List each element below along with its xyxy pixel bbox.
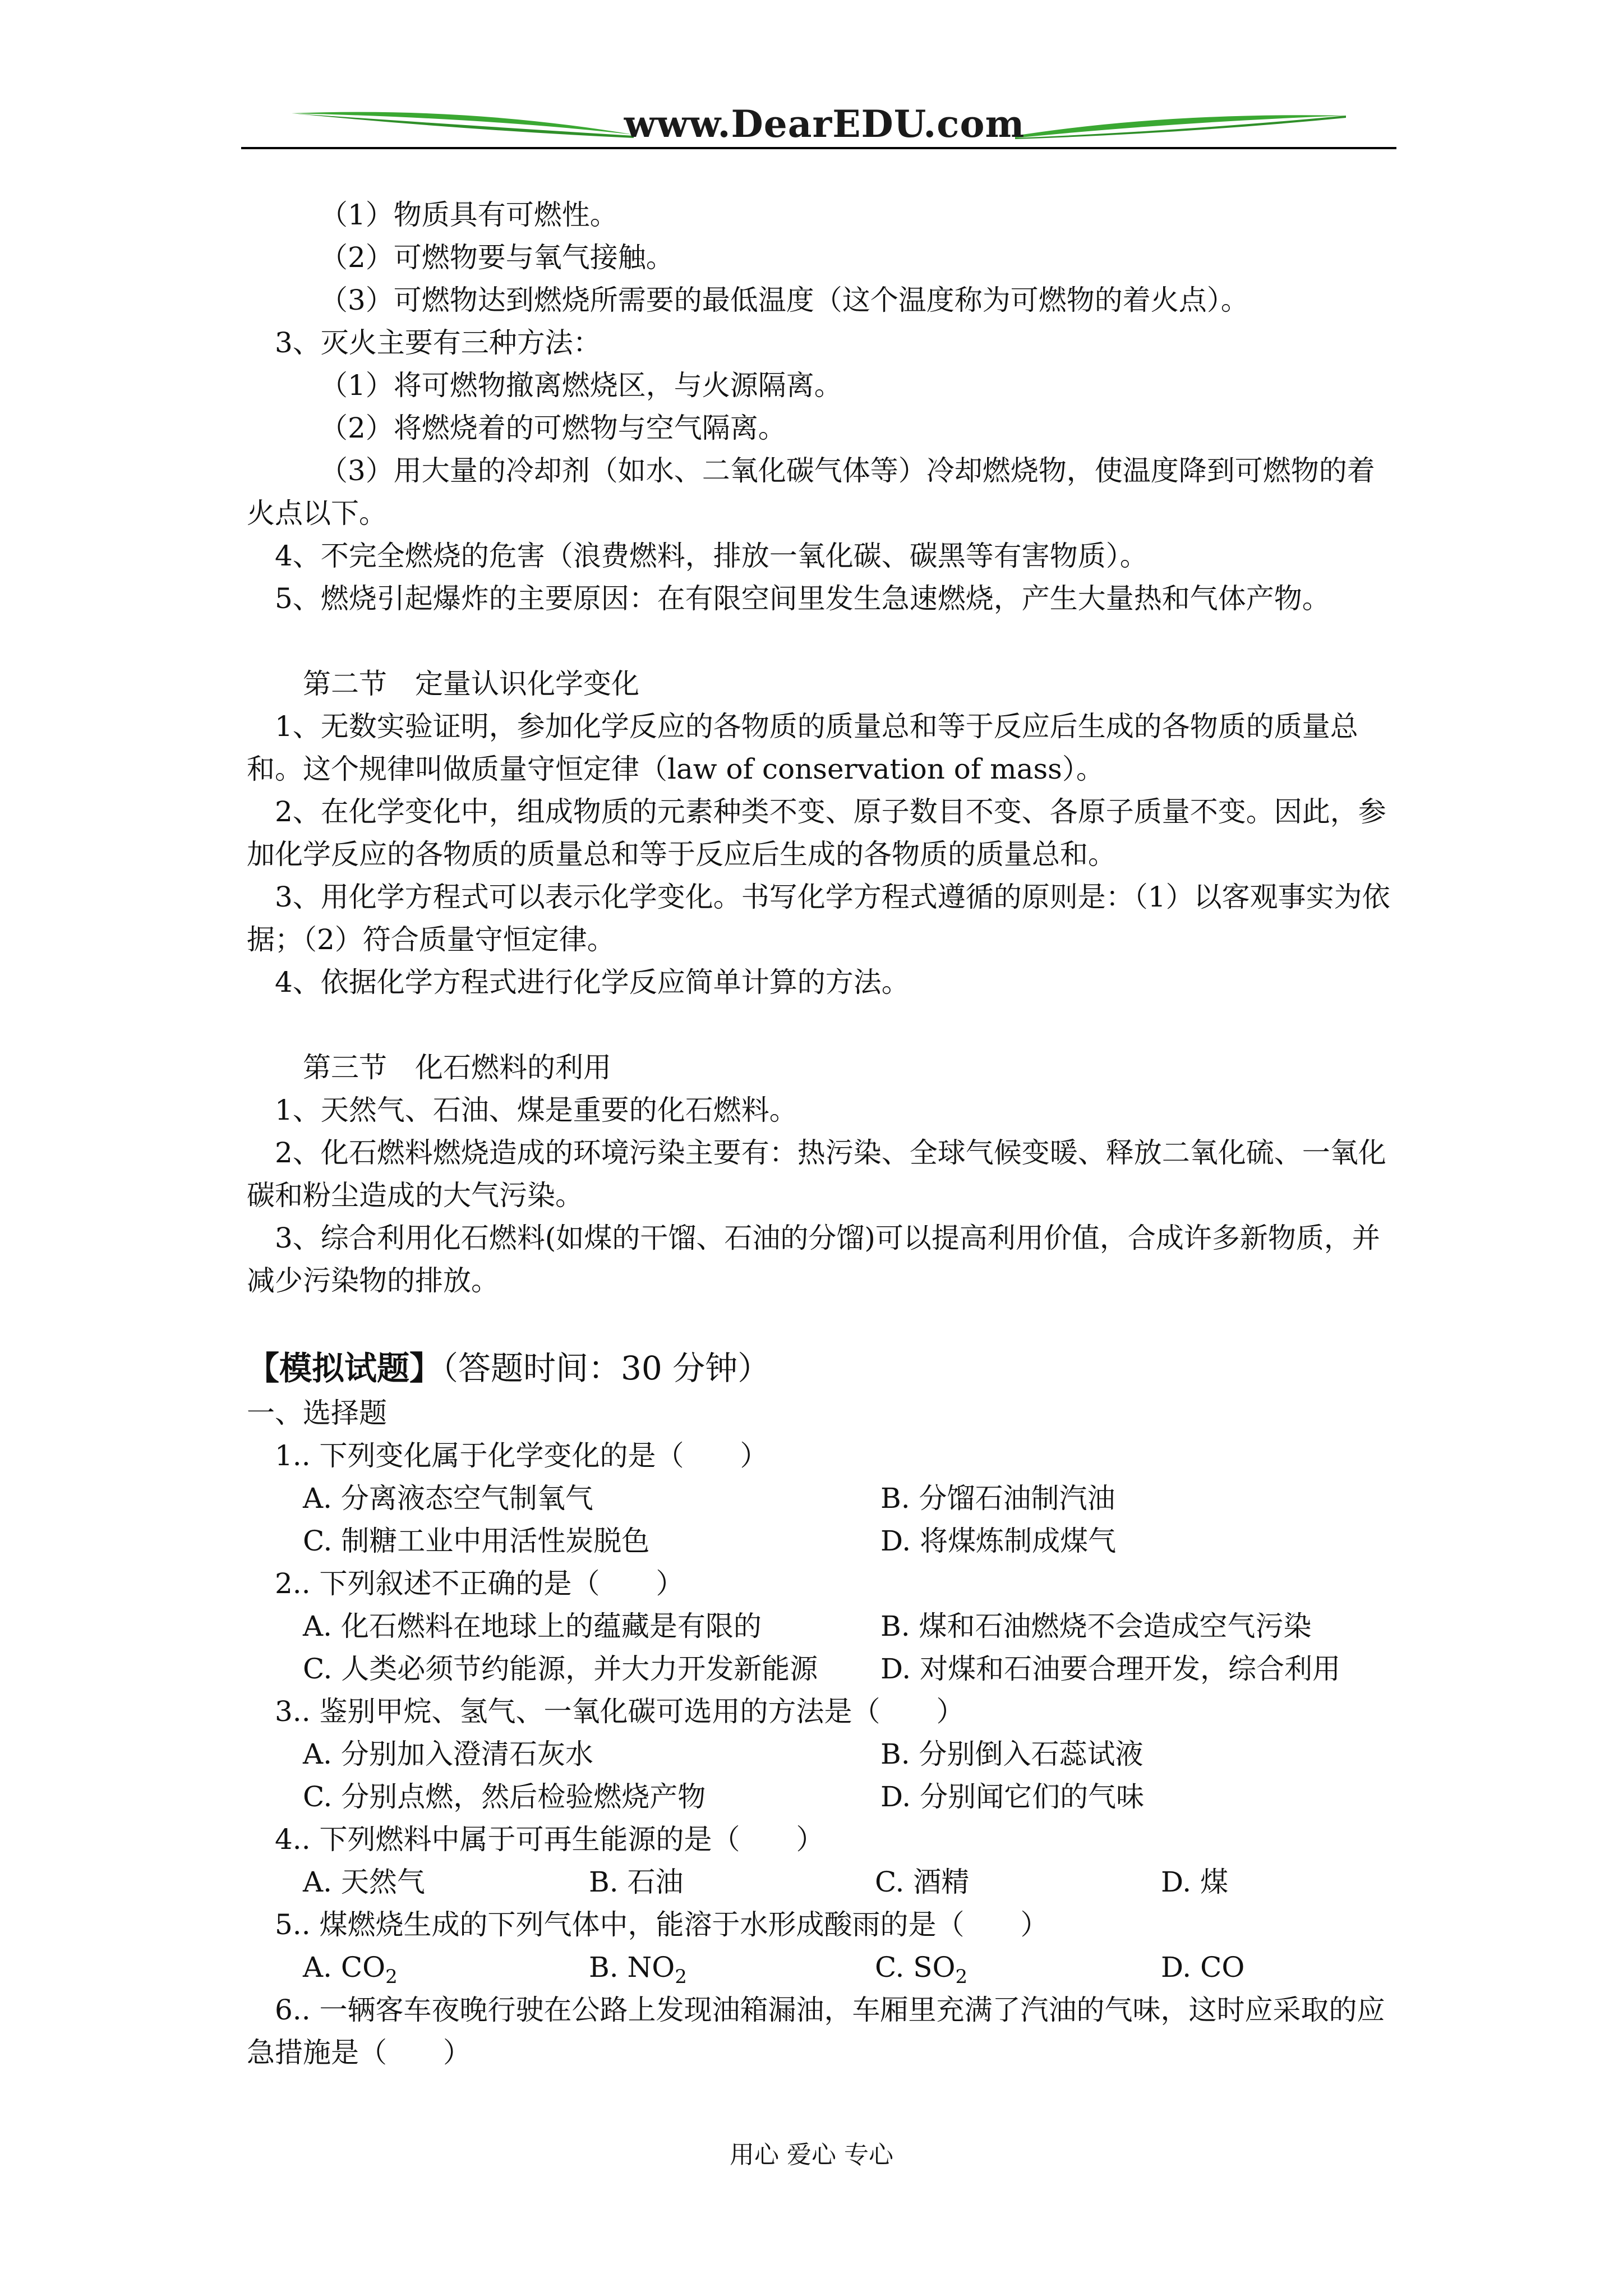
q4-option-c: C. 酒精	[875, 1866, 970, 1898]
q4-option-a: A. 天然气	[303, 1866, 425, 1898]
section-2-item-1: 1、无数实验证明，参加化学反应的各物质的质量总和等于反应后生成的各物质的质量总和。这个规律叫做质量守恒定律（law of conservation of mass）。	[247, 710, 1358, 785]
q5-option-a-text: A. CO	[303, 1951, 386, 1984]
q5-option-d: D. CO	[1161, 1951, 1245, 1984]
q3-option-d: D. 分别闻它们的气味	[880, 1780, 1145, 1813]
item-5: 5、燃烧引起爆炸的主要原因：在有限空间里发生急速燃烧，产生大量热和气体产物。	[275, 582, 1330, 615]
section-3-item-1: 1、天然气、石油、煤是重要的化石燃料。	[275, 1094, 797, 1126]
question-2: 2.. 下列叙述不正确的是（ ）	[275, 1567, 684, 1600]
q1-option-a: A. 分离液态空气制氧气	[303, 1482, 593, 1515]
exam-heading	[247, 1345, 1391, 1392]
condition-2: （2）可燃物要与氧气接触。	[320, 241, 674, 274]
section-2-item-2: 2、在化学变化中，组成物质的元素种类不变、原子数目不变、各原子质量不变。因此，参加化学反应的各物质的质量总和等于反应后生成的各物质的质量总和。	[247, 795, 1386, 871]
question-1: 1.. 下列变化属于化学变化的是（ ）	[275, 1439, 768, 1472]
condition-3: （3）可燃物达到燃烧所需要的最低温度（这个温度称为可燃物的着火点）。	[320, 284, 1249, 316]
section-2-item-3: 3、用化学方程式可以表示化学变化。书写化学方程式遵循的原则是：（1）以客观事实为依据；（2）符合质量守恒定律。	[247, 881, 1390, 956]
q2-option-a: A. 化石燃料在地球上的蕴藏是有限的	[303, 1610, 762, 1642]
question-5: 5.. 煤燃烧生成的下列气体中，能溶于水形成酸雨的是（ ）	[275, 1908, 1049, 1941]
q5-option-b-subscript: 2	[675, 1966, 687, 1988]
q5-option-b-text: B. NO	[589, 1951, 675, 1984]
section-2-title: 第二节 定量认识化学变化	[303, 668, 639, 700]
item-3-sub-1: （1）将可燃物撤离燃烧区，与火源隔离。	[320, 369, 842, 402]
q2-option-c: C. 人类必须节约能源，并大力开发新能源	[303, 1653, 818, 1685]
item-3: 3、灭火主要有三种方法：	[275, 326, 601, 359]
page-footer: 用心 爱心 专心	[730, 2141, 893, 2169]
question-2-options-row-2	[247, 1648, 1391, 1690]
q5-option-b	[589, 1946, 875, 1989]
section-3-title: 第三节 化石燃料的利用	[303, 1051, 611, 1084]
q5-option-c-text: C. SO	[875, 1951, 956, 1984]
q3-option-c: C. 分别点燃，然后检验燃烧产物	[303, 1780, 706, 1813]
question-1-options-row-1	[247, 1477, 1391, 1520]
condition-1: （1）物质具有可燃性。	[320, 199, 618, 231]
site-url: www.DearEDU.com	[624, 102, 1025, 146]
document-body	[247, 194, 1391, 2074]
exam-time: （答题时间：30 分钟）	[442, 1349, 771, 1387]
q1-option-c: C. 制糖工业中用活性炭脱色	[303, 1525, 650, 1557]
q2-option-d: D. 对煤和石油要合理开发，综合利用	[880, 1653, 1341, 1685]
question-3-options-row-1	[247, 1733, 1391, 1775]
q1-option-b: B. 分馏石油制汽油	[880, 1482, 1115, 1515]
q5-option-c	[875, 1946, 1161, 1989]
q5-option-a	[303, 1946, 589, 1989]
q3-option-b: B. 分别倒入石蕊试液	[880, 1738, 1144, 1770]
exam-title: 【模拟试题】	[247, 1349, 442, 1387]
section-2-item-4: 4、依据化学方程式进行化学反应简单计算的方法。	[275, 966, 910, 999]
q5-option-c-subscript: 2	[955, 1966, 968, 1988]
question-5-options	[247, 1946, 1391, 1989]
q4-option-d: D. 煤	[1161, 1866, 1229, 1898]
part-1-title: 一、选择题	[247, 1397, 387, 1429]
header-rule	[241, 147, 1396, 149]
question-2-options-row-1	[247, 1605, 1391, 1648]
section-3-item-2: 2、化石燃料燃烧造成的环境污染主要有：热污染、全球气候变暖、释放二氧化硫、一氧化碳和粉尘造成的大气污染。	[247, 1137, 1386, 1212]
q5-option-a-subscript: 2	[385, 1966, 398, 1988]
question-4: 4.. 下列燃料中属于可再生能源的是（ ）	[275, 1823, 824, 1856]
section-3-item-3: 3、综合利用化石燃料(如煤的干馏、石油的分馏)可以提高利用价值，合成许多新物质，并减少污染物的排放。	[247, 1222, 1380, 1297]
q1-option-d: D. 将煤炼制成煤气	[880, 1525, 1117, 1557]
question-6: 6.. 一辆客车夜晚行驶在公路上发现油箱漏油，车厢里充满了汽油的气味，这时应采取的应急措施是（ ）	[247, 1994, 1385, 2069]
q3-option-a: A. 分别加入澄清石灰水	[303, 1738, 593, 1770]
item-3-sub-2: （2）将燃烧着的可燃物与空气隔离。	[320, 412, 786, 444]
question-3: 3.. 鉴别甲烷、氢气、一氧化碳可选用的方法是（ ）	[275, 1695, 965, 1728]
item-3-sub-3: （3）用大量的冷却剂（如水、二氧化碳气体等）冷却燃烧物，使温度降到可燃物的着火点以下。	[247, 454, 1375, 530]
question-4-options	[247, 1861, 1391, 1903]
question-3-options-row-2	[247, 1775, 1391, 1818]
q2-option-b: B. 煤和石油燃烧不会造成空气污染	[880, 1610, 1312, 1642]
q4-option-b: B. 石油	[589, 1866, 684, 1898]
question-1-options-row-2	[247, 1520, 1391, 1562]
item-4: 4、不完全燃烧的危害（浪费燃料，排放一氧化碳、碳黑等有害物质）。	[275, 540, 1148, 572]
